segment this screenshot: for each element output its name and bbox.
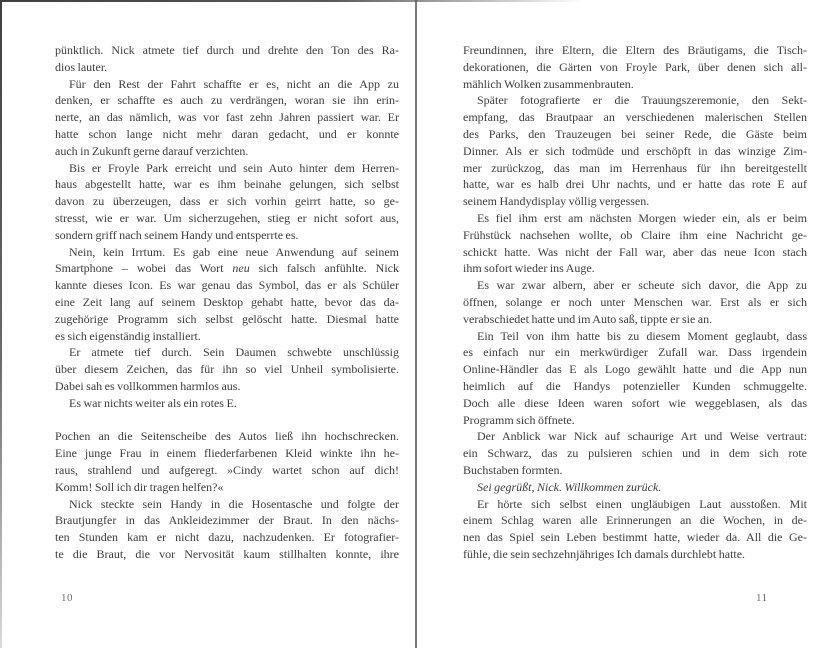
text-segment: hatte schon lange nicht mehr daran gedacht, und er konnte — [55, 126, 399, 141]
text-segment: te die Braut, die vor Nervosität kaum stillhalten konnte, ihre — [55, 546, 399, 561]
text-line — [463, 277, 807, 294]
text-line — [55, 42, 399, 59]
section-break — [55, 412, 399, 429]
text-line — [55, 59, 399, 76]
page-right — [417, 0, 833, 648]
text-line — [55, 428, 399, 445]
text-segment: raus, strahlend und aufgeregt. »Cindy wartet schon auf dich! — [55, 462, 399, 477]
text-segment: zugehörige Programm sich selbst gelöscht hatte. Diesmal hatte — [55, 311, 399, 326]
text-segment: öffnen, solange er noch unter Menschen war. Erst als er sich — [463, 294, 807, 309]
text-segment: einem Schlag waren alle Erinnerungen an die Wochen, in de- — [463, 513, 807, 528]
text-segment: Für den Rest der Fahrt schaffte er es, nicht an die App zu — [69, 76, 399, 91]
text-segment: Frühstück nachsehen wollte, ob Claire ihm eine Nachricht ge- — [463, 227, 807, 242]
text-line — [463, 512, 807, 529]
text-segment: es einfach nur ein merkwürdiger Zufall war. Dass irgendein — [463, 345, 807, 360]
text-line — [463, 395, 807, 412]
text-line — [463, 210, 807, 227]
text-line — [463, 42, 807, 59]
text-line — [463, 546, 807, 563]
text-segment: verabschiedet hatte und im Auto saß, tippte er sie an. — [463, 311, 713, 326]
text-segment: Dabei sah es vollkommen harmlos aus. — [55, 378, 241, 393]
text-line — [55, 76, 399, 93]
text-segment: schickt hatte. Was nicht der Fall war, aber das neue Icon stach — [463, 244, 807, 259]
text-line — [463, 496, 807, 513]
text-line — [55, 244, 399, 261]
text-segment: auch in Zukunft gerne darauf verzichten. — [55, 143, 249, 158]
text-segment: seinem Handydisplay völlig vergessen. — [463, 194, 650, 209]
text-line — [55, 328, 399, 345]
text-segment: Es fiel ihm erst am nächsten Morgen wieder ein, als er beim — [477, 210, 807, 225]
text-segment: ten Stunden kam er nicht dazu, nachzudenken. Er fotografier- — [55, 530, 399, 545]
text-segment: Ein Teil von ihm hatte bis zu diesem Moment geglaubt, dass — [477, 328, 807, 343]
text-line — [463, 143, 807, 160]
text-segment: ihm sofort wieder ins Auge. — [463, 261, 595, 276]
text-line — [55, 512, 399, 529]
text-segment: empfang, das Brautpaar an verschiedenen malerischen Stellen — [463, 110, 807, 125]
text-line — [55, 479, 399, 496]
text-segment: heimlich auf die Handys potenzieller Kunden schmuggelte. — [463, 378, 807, 393]
page-left — [0, 0, 415, 648]
text-segment: stresst, wie er war. Um sicherzugehen, stieg er nicht sofort aus, — [55, 210, 399, 225]
text-segment: mer zurückzog, das man im Herrenhaus für ihn bereitgestellt — [463, 160, 807, 175]
text-segment: pünktlich. Nick atmete tief durch und drehte den Ton des Ra- — [55, 43, 399, 57]
text-segment: Online-Händler das E als Logo gewählt hatte und die App nun — [463, 362, 807, 377]
text-line — [55, 395, 399, 412]
text-segment: nerte, an das nämlich, was vor fast zehn Jahren passiert war. Er — [55, 110, 399, 125]
text-line — [55, 344, 399, 361]
text-segment: kannte dieses Icon. Es war genau das Symbol, das er als Schüler — [55, 278, 399, 293]
text-segment: Nick steckte sein Handy in die Hosentasche und folgte der — [69, 496, 399, 511]
text-segment: Brautjungfer in das Ankleidezimmer der Braut. In den nächs- — [55, 513, 399, 528]
text-line — [55, 378, 399, 395]
text-segment: es sich eigenständig installiert. — [55, 328, 201, 343]
text-line — [463, 126, 807, 143]
text-segment: über diesem Zeichen, das für ihn so viel Unheil symbolisierte. — [55, 362, 399, 377]
text-line — [55, 546, 399, 563]
text-line — [55, 361, 399, 378]
text-line — [55, 126, 399, 143]
text-line — [55, 529, 399, 546]
text-line — [55, 176, 399, 193]
page-right-text — [463, 42, 807, 563]
text-segment: sich falsch anfühlte. Nick — [249, 261, 399, 276]
text-line — [55, 462, 399, 479]
text-segment: Später fotografierte er die Trauungszeremonie, den Sekt- — [477, 93, 807, 108]
text-segment: Es war nichts weiter als ein rotes E. — [69, 395, 237, 410]
text-segment: nen das Spiel sein Leben bestimmt hatte, wieder da. All die Ge- — [463, 530, 807, 545]
text-segment: Sei gegrüßt, Nick. Willkommen zurück. — [477, 479, 662, 494]
page-left-text — [55, 42, 399, 563]
text-segment: Nein, kein Irrtum. Es gab eine neue Anwendung auf seinem — [69, 244, 399, 259]
text-segment: sondern griff nach seinem Handy und entsperrte es. — [55, 227, 299, 242]
text-line — [463, 176, 807, 193]
text-line — [55, 109, 399, 126]
text-line — [463, 445, 807, 462]
text-line — [463, 227, 807, 244]
text-line — [463, 361, 807, 378]
text-segment: dekorationen, die Gärten von Froyle Park, über denen sich all- — [463, 59, 807, 74]
text-line — [463, 412, 807, 429]
text-segment: haus abgestellt hatte, war es ihm beinahe gelungen, sich selbst — [55, 177, 399, 192]
text-line — [55, 496, 399, 513]
text-line — [55, 160, 399, 177]
text-line — [463, 328, 807, 345]
text-segment: Buchstaben formten. — [463, 462, 563, 477]
text-segment: Eine junge Frau in einem fliederfarbenen Kleid winkte ihn he- — [55, 446, 399, 461]
text-line — [463, 311, 807, 328]
text-line — [463, 59, 807, 76]
text-segment: fühle, die sein sechzehnjähriges Ich damals durchlebt hatte. — [463, 546, 746, 561]
text-line — [463, 294, 807, 311]
page-number-left: 10 — [61, 592, 73, 604]
text-segment: hatte, war es halb drei Uhr nachts, und er hatte das rote E auf — [463, 177, 807, 192]
text-line — [463, 344, 807, 361]
text-segment: ein Schwarz, das zu pulsieren schien und in dem sich rote — [463, 446, 807, 461]
text-line — [55, 227, 399, 244]
text-segment: Er atmete tief durch. Sein Daumen schwebte unschlüssig — [69, 345, 399, 360]
page-number-right: 11 — [756, 592, 768, 604]
text-segment: denken, er schaffte es auch zu verdrängen, woran sie ihn erin- — [55, 93, 399, 108]
text-line — [55, 277, 399, 294]
text-segment: mählich Wolken zusammenbrauten. — [463, 76, 634, 91]
text-line — [55, 260, 399, 277]
text-segment: Doch alle diese Ideen waren sofort wie weggeblasen, als das — [463, 395, 807, 410]
text-line — [463, 92, 807, 109]
text-line — [463, 529, 807, 546]
text-line — [55, 445, 399, 462]
text-segment: davon zu überzeugen, dass er sich vorhin geirrt hatte, so ge- — [55, 194, 399, 209]
text-segment: Es war zwar albern, aber er scheute sich davor, die App zu — [477, 278, 807, 293]
scan-edge-top — [0, 0, 833, 2]
text-line — [463, 244, 807, 261]
text-line — [55, 92, 399, 109]
italic-text: neu — [232, 261, 250, 276]
text-line — [55, 193, 399, 210]
text-line — [55, 311, 399, 328]
text-segment: Er hörte sich selbst einen ungläubigen Laut ausstoßen. Mit — [477, 496, 807, 511]
text-line — [463, 479, 807, 496]
text-segment: Der Anblick war Nick auf schaurige Art und Weise vertraut: — [477, 429, 807, 444]
text-line — [55, 294, 399, 311]
text-segment: Komm! Soll ich dir tragen helfen?« — [55, 479, 224, 494]
text-line — [55, 210, 399, 227]
text-line — [463, 260, 807, 277]
scan-edge-left — [0, 0, 2, 648]
text-line — [463, 378, 807, 395]
text-line — [55, 143, 399, 160]
text-segment: dios lauter. — [55, 59, 108, 74]
text-segment: Dinner. Als er sich todmüde und erschöpft in das winzige Zim- — [463, 143, 807, 158]
text-segment: eine Zeit lang auf seinem Desktop gehabt hatte, bevor das da- — [55, 294, 399, 309]
text-segment: des Parks, den Trauzeugen bei seiner Rede, die Gäste beim — [463, 126, 807, 141]
text-line — [463, 462, 807, 479]
text-line — [463, 160, 807, 177]
text-segment: Bis er Froyle Park erreicht und sein Auto hinter dem Herren- — [69, 160, 399, 175]
text-line — [463, 76, 807, 93]
text-line — [463, 193, 807, 210]
text-line — [463, 428, 807, 445]
text-segment: Programm sich öffnete. — [463, 412, 575, 427]
text-segment: Smartphone – wobei das Wort — [55, 261, 233, 276]
text-line — [463, 109, 807, 126]
text-segment: Freundinnen, ihre Eltern, die Eltern des Bräutigams, die Tisch- — [463, 43, 807, 57]
text-segment: Pochen an die Seitenscheibe des Autos ließ ihn hochschrecken. — [55, 429, 399, 444]
